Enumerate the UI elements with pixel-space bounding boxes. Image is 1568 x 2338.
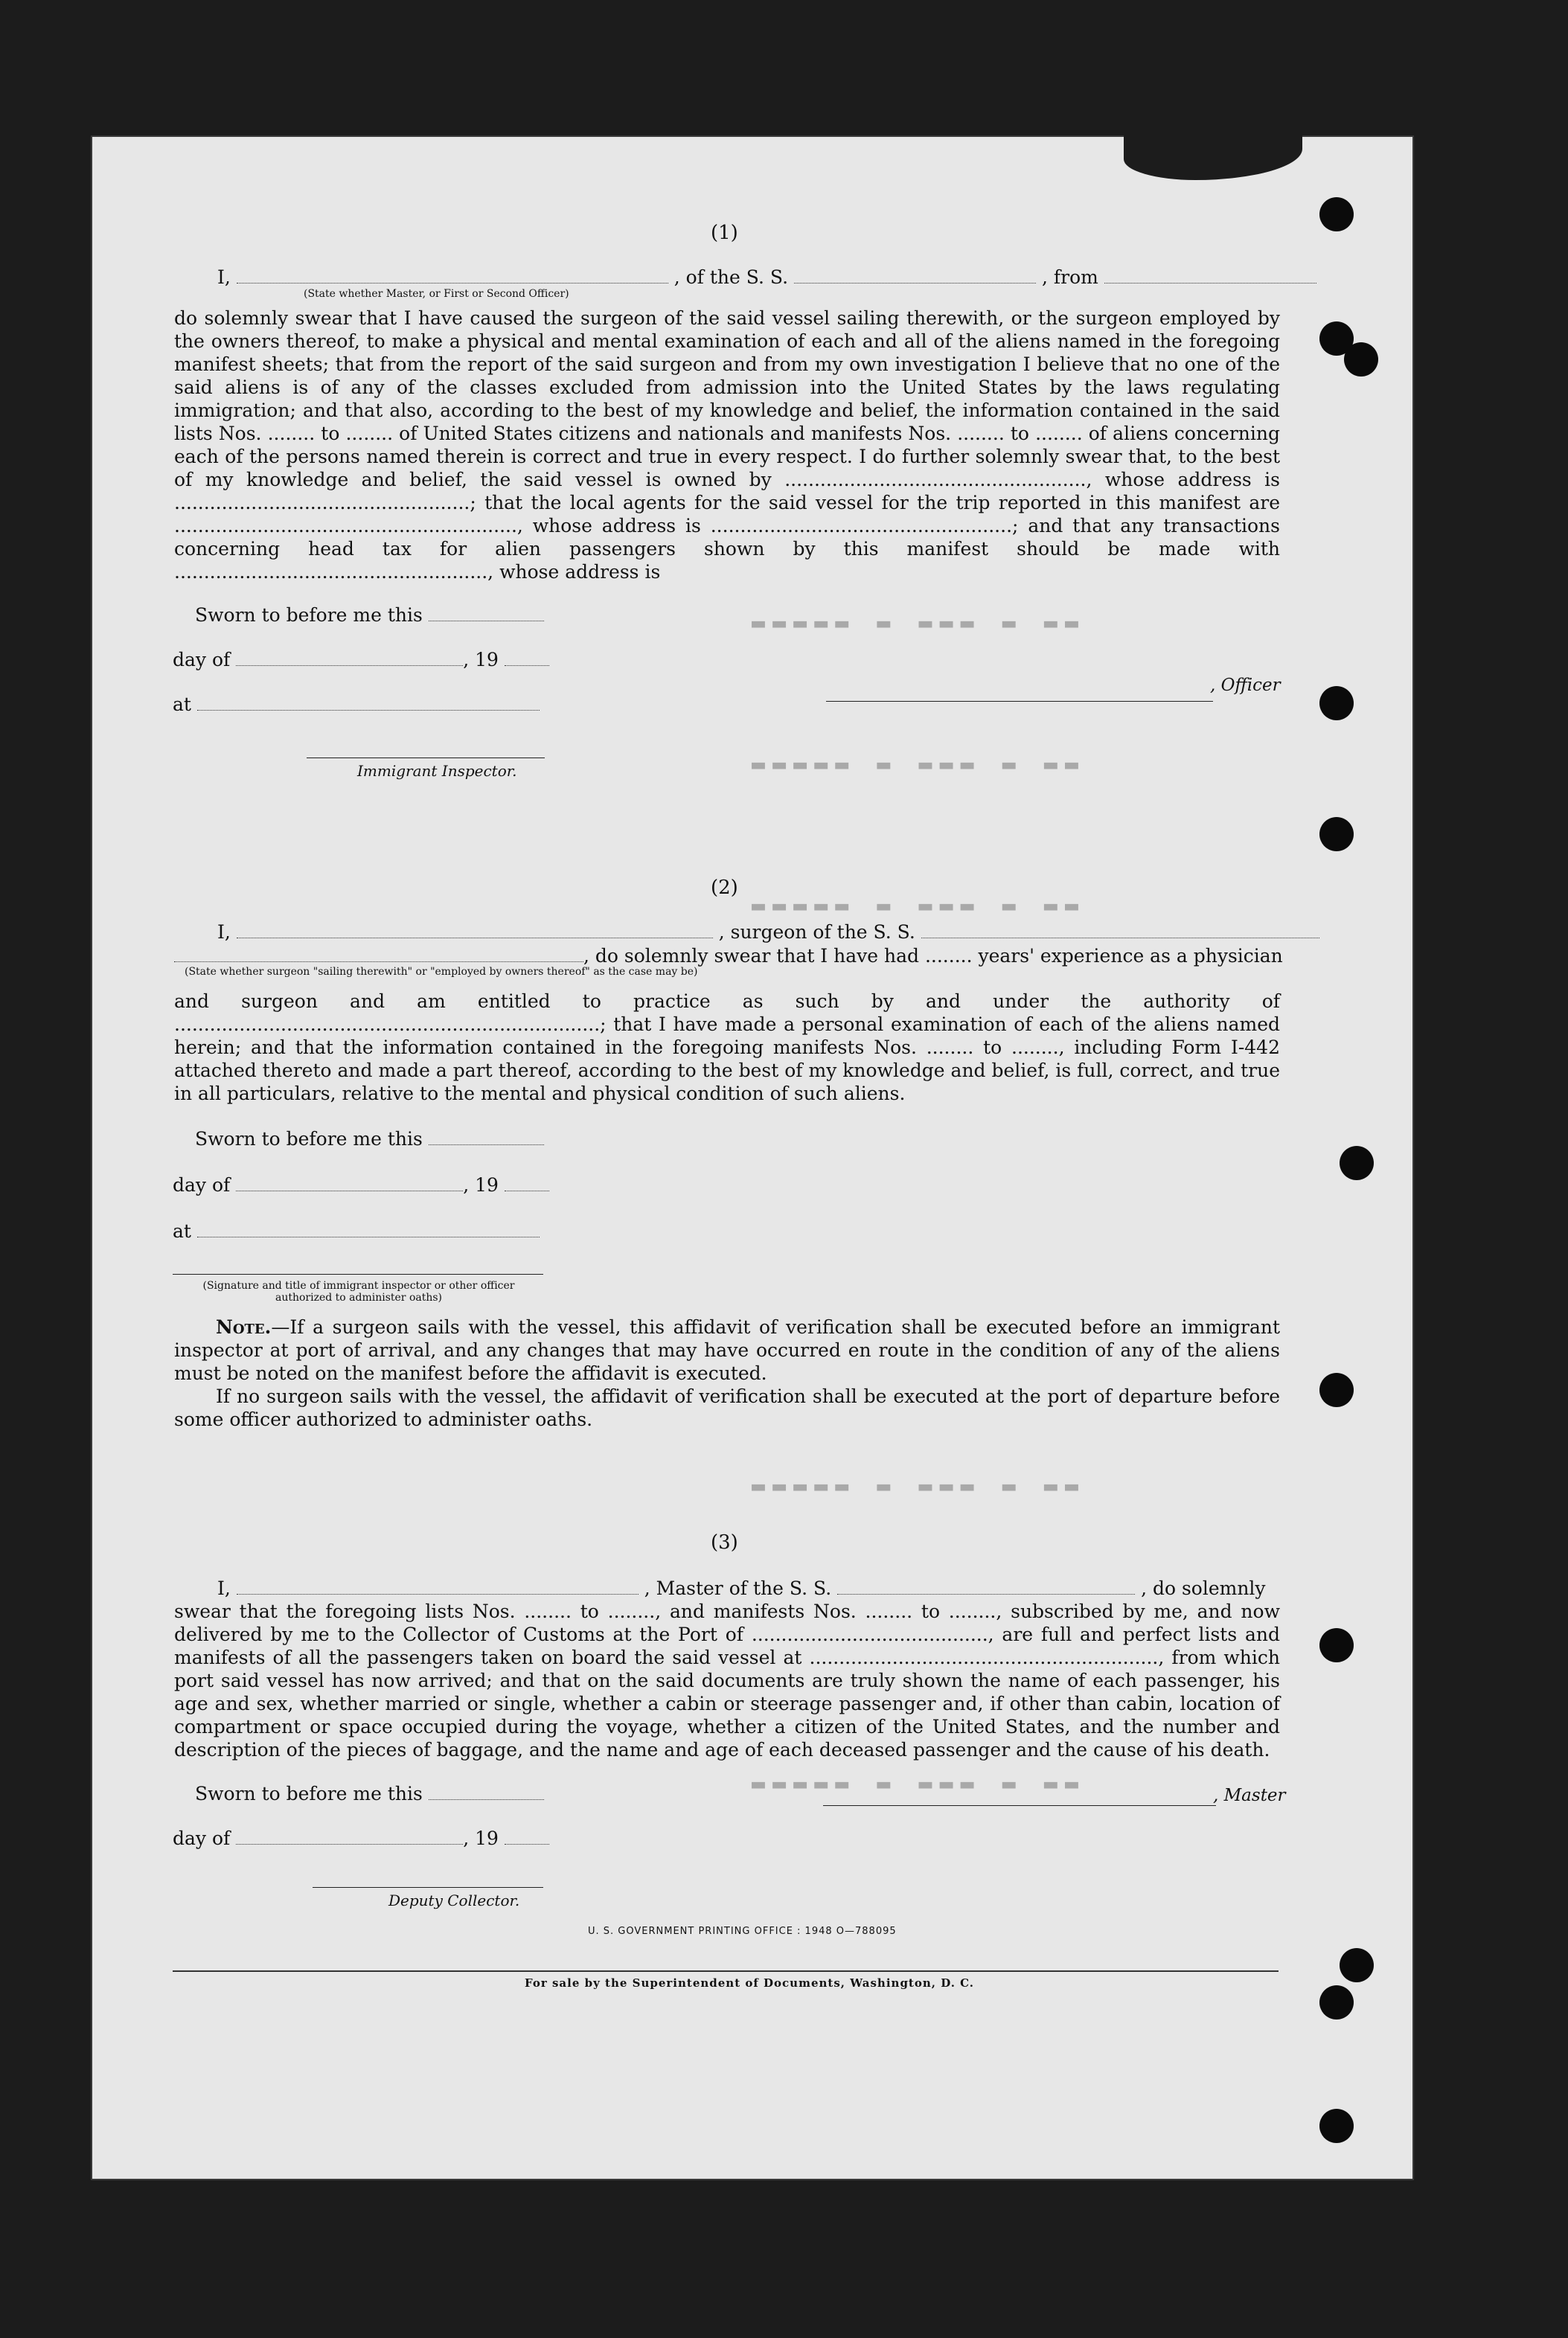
punch-hole: [1344, 342, 1378, 377]
oath-i: I,: [217, 266, 231, 288]
day-of-line-3: day of , 19: [173, 1828, 549, 1849]
master-signature-line[interactable]: [823, 1805, 1216, 1806]
section2-second-line: , do solemnly swear that I have had ........ years' experience as a physician: [174, 945, 1283, 967]
officer-signature-line[interactable]: [826, 701, 1213, 702]
surgeon-note: (State whether surgeon "sailing therewith" or "employed by owners thereof" as the case may be): [185, 966, 698, 978]
bleed-through-texture: ▬▬ ▬ ▬▬▬ ▬ ▬▬▬▬▬: [744, 893, 1078, 919]
year-field-2[interactable]: [505, 1176, 549, 1191]
year-field-3[interactable]: [505, 1829, 549, 1845]
from-port-field[interactable]: [1104, 268, 1316, 284]
surgeon-ship-field[interactable]: [921, 923, 1319, 938]
section1-body-text: do solemnly swear that I have caused the surgeon of the said vessel sailing therewith, or the surgeon employed by the owners thereof, to make a physical and mental examination of each and all of the aliens named in the foregoing manifest sheets; that from the report of the said surgeon and from my own investigation I believe that no one of the said aliens is of any of the classes excluded from admission into the United States by the laws regulating immigration; and that also, according to the best of my knowledge and belief, the information contained in the said lists Nos. ........ to ........ of United States citizens and nationals and manifests Nos. ........ to ........ of aliens concerning each of the persons named therein is correct and true in every respect. I do further solemnly swear that, to the best of my knowledge and belief, the said vessel is owned by ..................................................., whose address is ..................................................; that the local agents for the said vessel for the trip reported in this manifest are .........................................................., whose address is ...................................................; and that any transactions concerning head tax for alien passengers shown by this manifest should be made with ....................................................., whose address is: [174, 307, 1280, 583]
collector-signature-line[interactable]: [313, 1887, 543, 1888]
punch-hole: [1319, 686, 1354, 720]
bleed-through-texture: ▬▬ ▬ ▬▬▬ ▬ ▬▬▬▬▬: [744, 1473, 1078, 1499]
at-line-2: at: [173, 1220, 540, 1242]
signature-note: (Signature and title of immigrant inspector or other officer authorized to administer oaths): [202, 1280, 515, 1304]
day-of-line: day of , 19: [173, 649, 549, 670]
bleed-through-texture: ▬▬ ▬ ▬▬▬ ▬ ▬▬▬▬▬: [744, 1771, 1078, 1797]
at-field[interactable]: [197, 695, 540, 711]
punch-hole: [1319, 1985, 1354, 2020]
section3-body-text: swear that the foregoing lists Nos. ........ to ........, and manifests Nos. ........ to ........, subscribed by me, and now delivered by me to the Collector of Customs at the Port of ........................................, are full and perfect lists and manifests of all the passengers taken on board the said vessel at ..........................................................., from which port said vessel has now arrived; and that on the said documents are truly shown the name of each passenger, his age and sex, whether married or single, whether a cabin or steerage passenger and, if other than cabin, location of compartment or space occupied during the voyage, whether a citizen of the United States, and the number and description of the pieces of baggage, and the name and age of each deceased passenger and the cause of his death.: [174, 1601, 1280, 1761]
master-name-field[interactable]: [237, 1579, 639, 1595]
day-of-field-3[interactable]: [236, 1829, 463, 1845]
from-label: , from: [1042, 266, 1098, 288]
section3-body: [174, 1600, 1280, 1761]
punch-hole: [1319, 2109, 1354, 2143]
punch-hole: [1340, 1948, 1374, 1982]
master-ship-field[interactable]: [837, 1579, 1135, 1595]
ship-name-field[interactable]: [794, 268, 1036, 284]
surgeon-type-field[interactable]: [174, 947, 583, 962]
punch-hole: [1319, 1373, 1354, 1407]
sworn-line-2: Sworn to before me this: [195, 1128, 544, 1150]
at-field-2[interactable]: [197, 1222, 540, 1237]
sworn-line: Sworn to before me this: [195, 604, 544, 626]
officer-name-field[interactable]: [237, 268, 668, 284]
oath-officer-signature-line[interactable]: [173, 1274, 543, 1275]
sale-notice: For sale by the Superintendent of Documents, Washington, D. C.: [525, 1976, 975, 1990]
punch-hole: [1319, 817, 1354, 851]
note-text: —If a surgeon sails with the vessel, this affidavit of verification shall be executed before an immigrant inspector at port of arrival, and any changes that may have occurred en route in the condition of any of the aliens must be noted on the manifest before the affidavit is executed.: [174, 1316, 1280, 1384]
collector-caption: Deputy Collector.: [388, 1892, 520, 1909]
footer-rule: [173, 1970, 1279, 1972]
day-of-field-2[interactable]: [236, 1176, 463, 1191]
ship-label: , of the S. S.: [673, 266, 789, 288]
punch-hole: [1319, 197, 1354, 231]
sworn-line-3: Sworn to before me this: [195, 1783, 544, 1804]
section2-number: (2): [711, 877, 738, 899]
note-text-2: If no surgeon sails with the vessel, the affidavit of verification shall be executed at the port of departure before some officer authorized to administer oaths.: [174, 1386, 1280, 1430]
day-of-line-2: day of , 19: [173, 1174, 549, 1196]
day-of-field[interactable]: [236, 650, 463, 666]
sworn-date-field-3[interactable]: [429, 1784, 544, 1800]
at-line: at: [173, 694, 540, 715]
punch-hole: [1340, 1146, 1374, 1180]
section2-body-text: and surgeon and am entitled to practice as such by and under the authority of ........................................................................; that I have made a personal examination of each of the aliens named herein; and that the information contained in the foregoing manifests Nos. ........ to ........, including Form I-442 attached thereto and made a part thereof, according to the best of my knowledge and belief, is full, correct, and true in all particulars, relative to the mental and physical condition of such aliens.: [174, 990, 1280, 1104]
punch-hole: [1319, 1628, 1354, 1662]
section1-body: [174, 307, 1280, 583]
section1-heading-line: [217, 266, 1316, 288]
gpo-imprint: U. S. GOVERNMENT PRINTING OFFICE : 1948 O—788095: [588, 1926, 897, 1937]
section1-number: (1): [711, 222, 738, 244]
section2-note: [174, 1316, 1280, 1431]
bleed-through-texture: ▬▬ ▬ ▬▬▬ ▬ ▬▬▬▬▬: [744, 610, 1078, 636]
note-label: Note.: [216, 1316, 272, 1338]
section2-heading-line: I, , surgeon of the S. S.: [217, 921, 1319, 943]
officer-caption: , Officer: [1210, 676, 1281, 695]
section3-heading-line: I, , Master of the S. S. , do solemnly: [217, 1578, 1266, 1599]
section3-number: (3): [711, 1531, 738, 1554]
master-caption: , Master: [1213, 1786, 1286, 1805]
year-field[interactable]: [505, 650, 549, 666]
bleed-through-texture: ▬▬ ▬ ▬▬▬ ▬ ▬▬▬▬▬: [744, 752, 1078, 778]
sworn-date-field[interactable]: [429, 606, 544, 621]
inspector-caption: Immigrant Inspector.: [357, 762, 517, 780]
sworn-date-field-2[interactable]: [429, 1130, 544, 1145]
officer-note: (State whether Master, or First or Second Officer): [304, 288, 569, 300]
surgeon-name-field[interactable]: [237, 923, 713, 938]
section2-body: [174, 990, 1280, 1105]
